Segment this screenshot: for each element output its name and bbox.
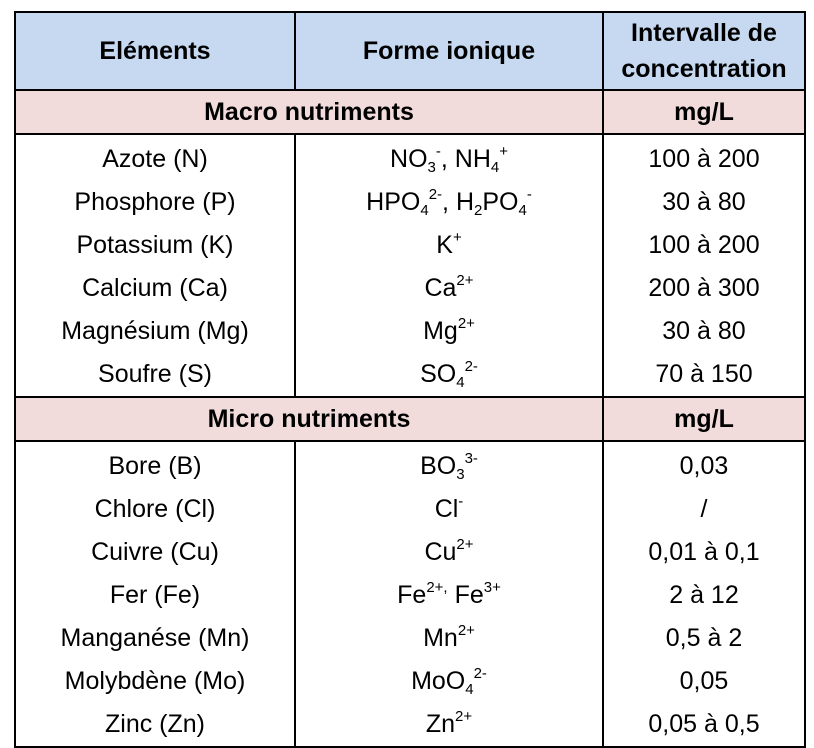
ionic-form: Cl- [295, 488, 603, 531]
element-name: Magnésium (Mg) [15, 310, 295, 353]
ionic-form: $HPO_4^{2-}$, $H_2PO_4^-$ [295, 181, 603, 224]
table-row [15, 660, 805, 703]
table-row [15, 531, 805, 574]
table-row [15, 574, 805, 617]
concentration-range: 70 à 150 [603, 353, 805, 397]
ionic-form: $BO_3^{3-}$ [295, 441, 603, 488]
concentration-range: 100 à 200 [603, 134, 805, 181]
concentration-range: 100 à 200 [603, 224, 805, 267]
concentration-range: 0,05 [603, 660, 805, 703]
table-row [15, 441, 805, 488]
concentration-range: 0,01 à 0,1 [603, 531, 805, 574]
header-elements: Eléments [15, 12, 295, 90]
concentration-range: 30 à 80 [603, 310, 805, 353]
table-row [15, 703, 805, 747]
element-name: Phosphore (P) [15, 181, 295, 224]
section-title-micro: Micro nutriments [15, 397, 603, 441]
ionic-form: $Ca^{2+}$ [295, 267, 603, 310]
ionic-form: MoO$_4^{2-}$ [295, 660, 603, 703]
table-row [15, 310, 805, 353]
element-name: Potassium (K) [15, 224, 295, 267]
element-name: Chlore (Cl) [15, 488, 295, 531]
ionic-form: $SO_4^{2-}$ [295, 353, 603, 397]
ionic-form: $NO_3^-$, $NH_4^+$ [295, 134, 603, 181]
element-name: Manganése (Mn) [15, 617, 295, 660]
nutrient-table [14, 11, 806, 748]
header-concentration-line1: Intervalle de [631, 19, 777, 47]
table-row [15, 488, 805, 531]
element-name: Azote (N) [15, 134, 295, 181]
section-row-micro [15, 397, 805, 441]
element-name: Bore (B) [15, 441, 295, 488]
ionic-form: $Mn^{2+}$ [295, 617, 603, 660]
ionic-form: $Fe^{2+,}$ $Fe^{3+}$ [295, 574, 603, 617]
concentration-range: 2 à 12 [603, 574, 805, 617]
element-name: Calcium (Ca) [15, 267, 295, 310]
element-name: Cuivre (Cu) [15, 531, 295, 574]
ionic-form: $Mg^{2+}$ [295, 310, 603, 353]
header-concentration [603, 12, 805, 90]
ionic-form: K+ [295, 224, 603, 267]
concentration-range: 0,05 à 0,5 [603, 703, 805, 747]
ionic-form: $Zn^{2+}$ [295, 703, 603, 747]
table-row [15, 134, 805, 181]
element-name: Fer (Fe) [15, 574, 295, 617]
ionic-form: $Cu^{2+}$ [295, 531, 603, 574]
table-row [15, 267, 805, 310]
table-row [15, 617, 805, 660]
concentration-range: / [603, 488, 805, 531]
section-unit-macro: mg/L [603, 90, 805, 134]
element-name: Zinc (Zn) [15, 703, 295, 747]
concentration-range: 30 à 80 [603, 181, 805, 224]
section-title-macro: Macro nutriments [15, 90, 603, 134]
table-row [15, 181, 805, 224]
concentration-range: 200 à 300 [603, 267, 805, 310]
header-concentration-line2: concentration [621, 55, 787, 83]
header-ionic-form: Forme ionique [295, 12, 603, 90]
header-row [15, 12, 805, 90]
table-row [15, 224, 805, 267]
section-row-macro [15, 90, 805, 134]
concentration-range: 0,03 [603, 441, 805, 488]
concentration-range: 0,5 à 2 [603, 617, 805, 660]
section-unit-micro: mg/L [603, 397, 805, 441]
element-name: Soufre (S) [15, 353, 295, 397]
element-name: Molybdène (Mo) [15, 660, 295, 703]
table-row [15, 353, 805, 397]
